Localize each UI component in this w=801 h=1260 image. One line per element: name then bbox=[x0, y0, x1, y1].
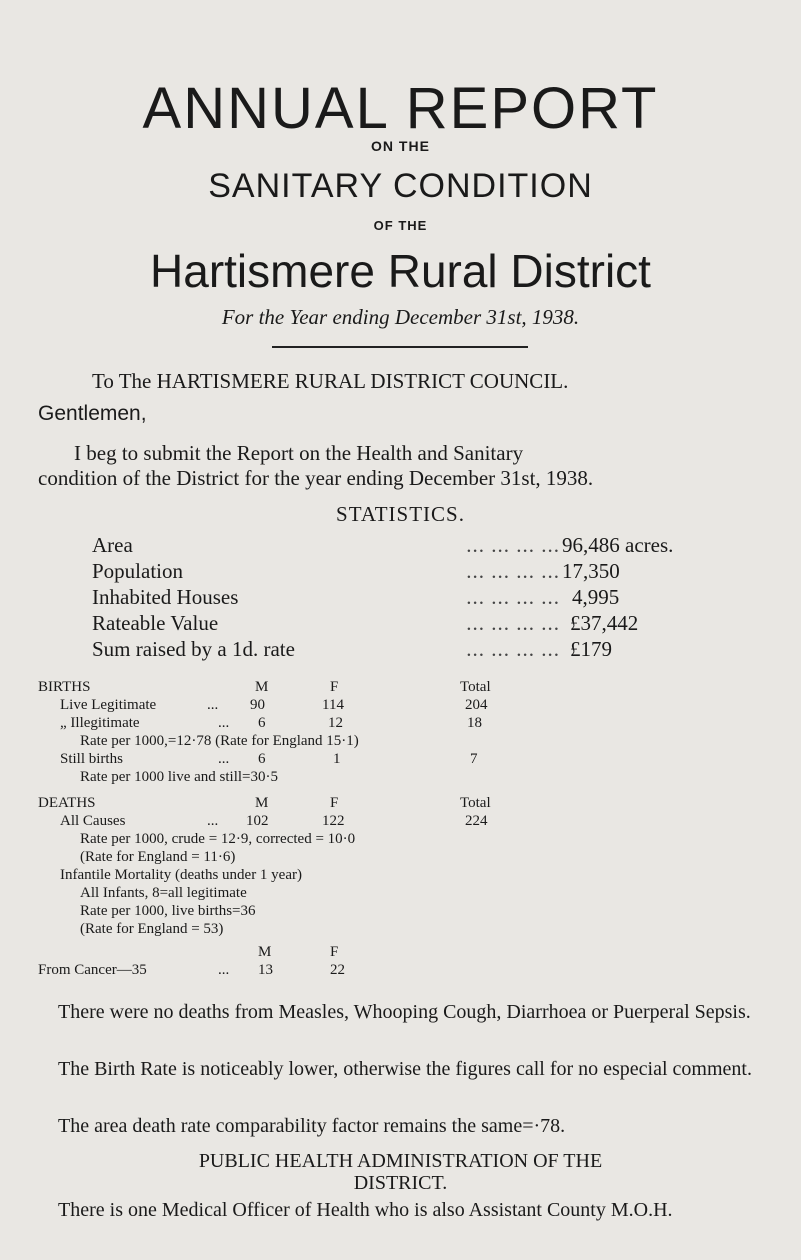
row-f: 12 bbox=[328, 715, 343, 731]
row-leader: ... bbox=[207, 697, 219, 713]
paragraph-no-deaths: There were no deaths from Measles, Whooping Cough, Diarrhoea or Puerperal Sepsis. bbox=[58, 1001, 751, 1023]
row-label: Still births bbox=[60, 751, 123, 767]
row-leader: ... bbox=[207, 813, 219, 829]
births-col-m: M bbox=[255, 679, 269, 695]
cancer-col-m: M bbox=[258, 944, 272, 960]
paragraph-comparability: The area death rate comparability factor remains the same=·78. bbox=[58, 1115, 566, 1137]
admin-heading-line-1: PUBLIC HEALTH ADMINISTRATION OF THE bbox=[198, 1150, 603, 1172]
stat-row-penny-rate bbox=[92, 637, 712, 665]
cancer-col-f: F bbox=[330, 944, 339, 960]
report-title: ANNUAL REPORT bbox=[142, 76, 659, 141]
stat-leader: ... ... ... ... bbox=[466, 637, 560, 661]
title-of-the: OF THE bbox=[373, 218, 428, 233]
stat-leader: ... ... ... ... bbox=[466, 611, 560, 635]
stat-value: 17,350 bbox=[562, 559, 620, 583]
cancer-header-row bbox=[0, 944, 801, 964]
statistics-heading: STATISTICS. bbox=[336, 502, 465, 526]
row-label: „ Illegitimate bbox=[60, 715, 140, 731]
title-sanitary-condition: SANITARY CONDITION bbox=[208, 167, 593, 205]
table-row bbox=[0, 962, 801, 982]
births-rate-line bbox=[0, 733, 801, 753]
deaths-col-f: F bbox=[330, 795, 339, 811]
row-f: 114 bbox=[322, 697, 344, 713]
admin-heading-line-2: DISTRICT. bbox=[353, 1172, 448, 1194]
row-m: 13 bbox=[258, 962, 273, 978]
births-heading: BIRTHS bbox=[38, 679, 91, 695]
addressee: To The HARTISMERE RURAL DISTRICT COUNCIL. bbox=[92, 369, 569, 393]
still-rate-line bbox=[0, 769, 801, 789]
england-infant-rate: (Rate for England = 53) bbox=[80, 921, 224, 937]
stat-row-area bbox=[92, 533, 712, 561]
paragraph-birth-rate: The Birth Rate is noticeably lower, otherwise the figures call for no especial comment. bbox=[58, 1058, 752, 1080]
row-total: 18 bbox=[467, 715, 482, 731]
row-m: 102 bbox=[246, 813, 269, 829]
births-header-row bbox=[0, 679, 801, 699]
salutation: Gentlemen, bbox=[38, 402, 147, 425]
row-total: 224 bbox=[465, 813, 488, 829]
stat-value: 4,995 bbox=[572, 585, 620, 609]
row-leader: ... bbox=[218, 715, 230, 731]
table-row bbox=[0, 697, 801, 717]
stat-leader: ... ... ... ... bbox=[466, 533, 560, 557]
stat-value: £37,442 bbox=[570, 611, 639, 635]
title-on-the: ON THE bbox=[371, 138, 430, 154]
deaths-col-total: Total bbox=[460, 795, 491, 811]
row-label: All Causes bbox=[60, 813, 126, 829]
deaths-rate: Rate per 1000, crude = 12·9, corrected = 10·0 bbox=[80, 831, 356, 847]
stat-label: Area bbox=[92, 533, 133, 557]
row-m: 6 bbox=[258, 715, 266, 731]
row-leader: ... bbox=[218, 751, 230, 767]
row-f: 122 bbox=[322, 813, 345, 829]
intro-line-1: I beg to submit the Report on the Health and Sanitary bbox=[74, 441, 524, 465]
stat-row-population bbox=[92, 559, 712, 587]
row-leader: ... bbox=[218, 962, 230, 978]
table-row bbox=[0, 751, 801, 771]
title-district-name: Hartismere Rural District bbox=[150, 245, 651, 297]
title-divider bbox=[272, 346, 528, 348]
row-m: 90 bbox=[250, 697, 265, 713]
intro-paragraph bbox=[38, 441, 758, 491]
deaths-england-rate: (Rate for England = 11·6) bbox=[80, 849, 236, 865]
row-label: Live Legitimate bbox=[60, 697, 157, 713]
title-year: For the Year ending December 31st, 1938. bbox=[221, 305, 580, 329]
intro-line-2: condition of the District for the year ending December 31st, 1938. bbox=[38, 466, 594, 490]
stat-row-rateable-value bbox=[92, 611, 712, 639]
infants: All Infants, 8=all legitimate bbox=[80, 885, 247, 901]
stat-row-houses bbox=[92, 585, 712, 613]
births-col-f: F bbox=[330, 679, 339, 695]
row-m: 6 bbox=[258, 751, 266, 767]
row-total: 204 bbox=[465, 697, 488, 713]
row-f: 22 bbox=[330, 962, 345, 978]
row-total: 7 bbox=[470, 751, 478, 767]
table-row bbox=[0, 813, 801, 833]
stat-label: Sum raised by a 1d. rate bbox=[92, 637, 295, 661]
stat-label: Population bbox=[92, 559, 184, 583]
row-f: 1 bbox=[333, 751, 341, 767]
stat-label: Rateable Value bbox=[92, 611, 219, 635]
deaths-heading: DEATHS bbox=[38, 795, 96, 811]
stat-leader: ... ... ... ... bbox=[466, 585, 560, 609]
stat-label: Inhabited Houses bbox=[92, 585, 239, 609]
table-row bbox=[0, 715, 801, 735]
deaths-header-row bbox=[0, 795, 801, 815]
row-label: From Cancer—35 bbox=[38, 962, 147, 978]
deaths-col-m: M bbox=[255, 795, 269, 811]
still-rate: Rate per 1000 live and still=30·5 bbox=[80, 769, 279, 785]
births-rate: Rate per 1000,=12·78 (Rate for England 15·1) bbox=[80, 733, 359, 749]
live-birth-rate: Rate per 1000, live births=36 bbox=[80, 903, 256, 919]
infantile-mortality: Infantile Mortality (deaths under 1 year) bbox=[60, 867, 302, 883]
stat-leader: ... ... ... ... bbox=[466, 559, 560, 583]
births-col-total: Total bbox=[460, 679, 491, 695]
admin-text: There is one Medical Officer of Health who is also Assistant County M.O.H. bbox=[58, 1199, 673, 1221]
stat-value: 96,486 acres. bbox=[562, 533, 674, 557]
stat-value: £179 bbox=[570, 637, 612, 661]
